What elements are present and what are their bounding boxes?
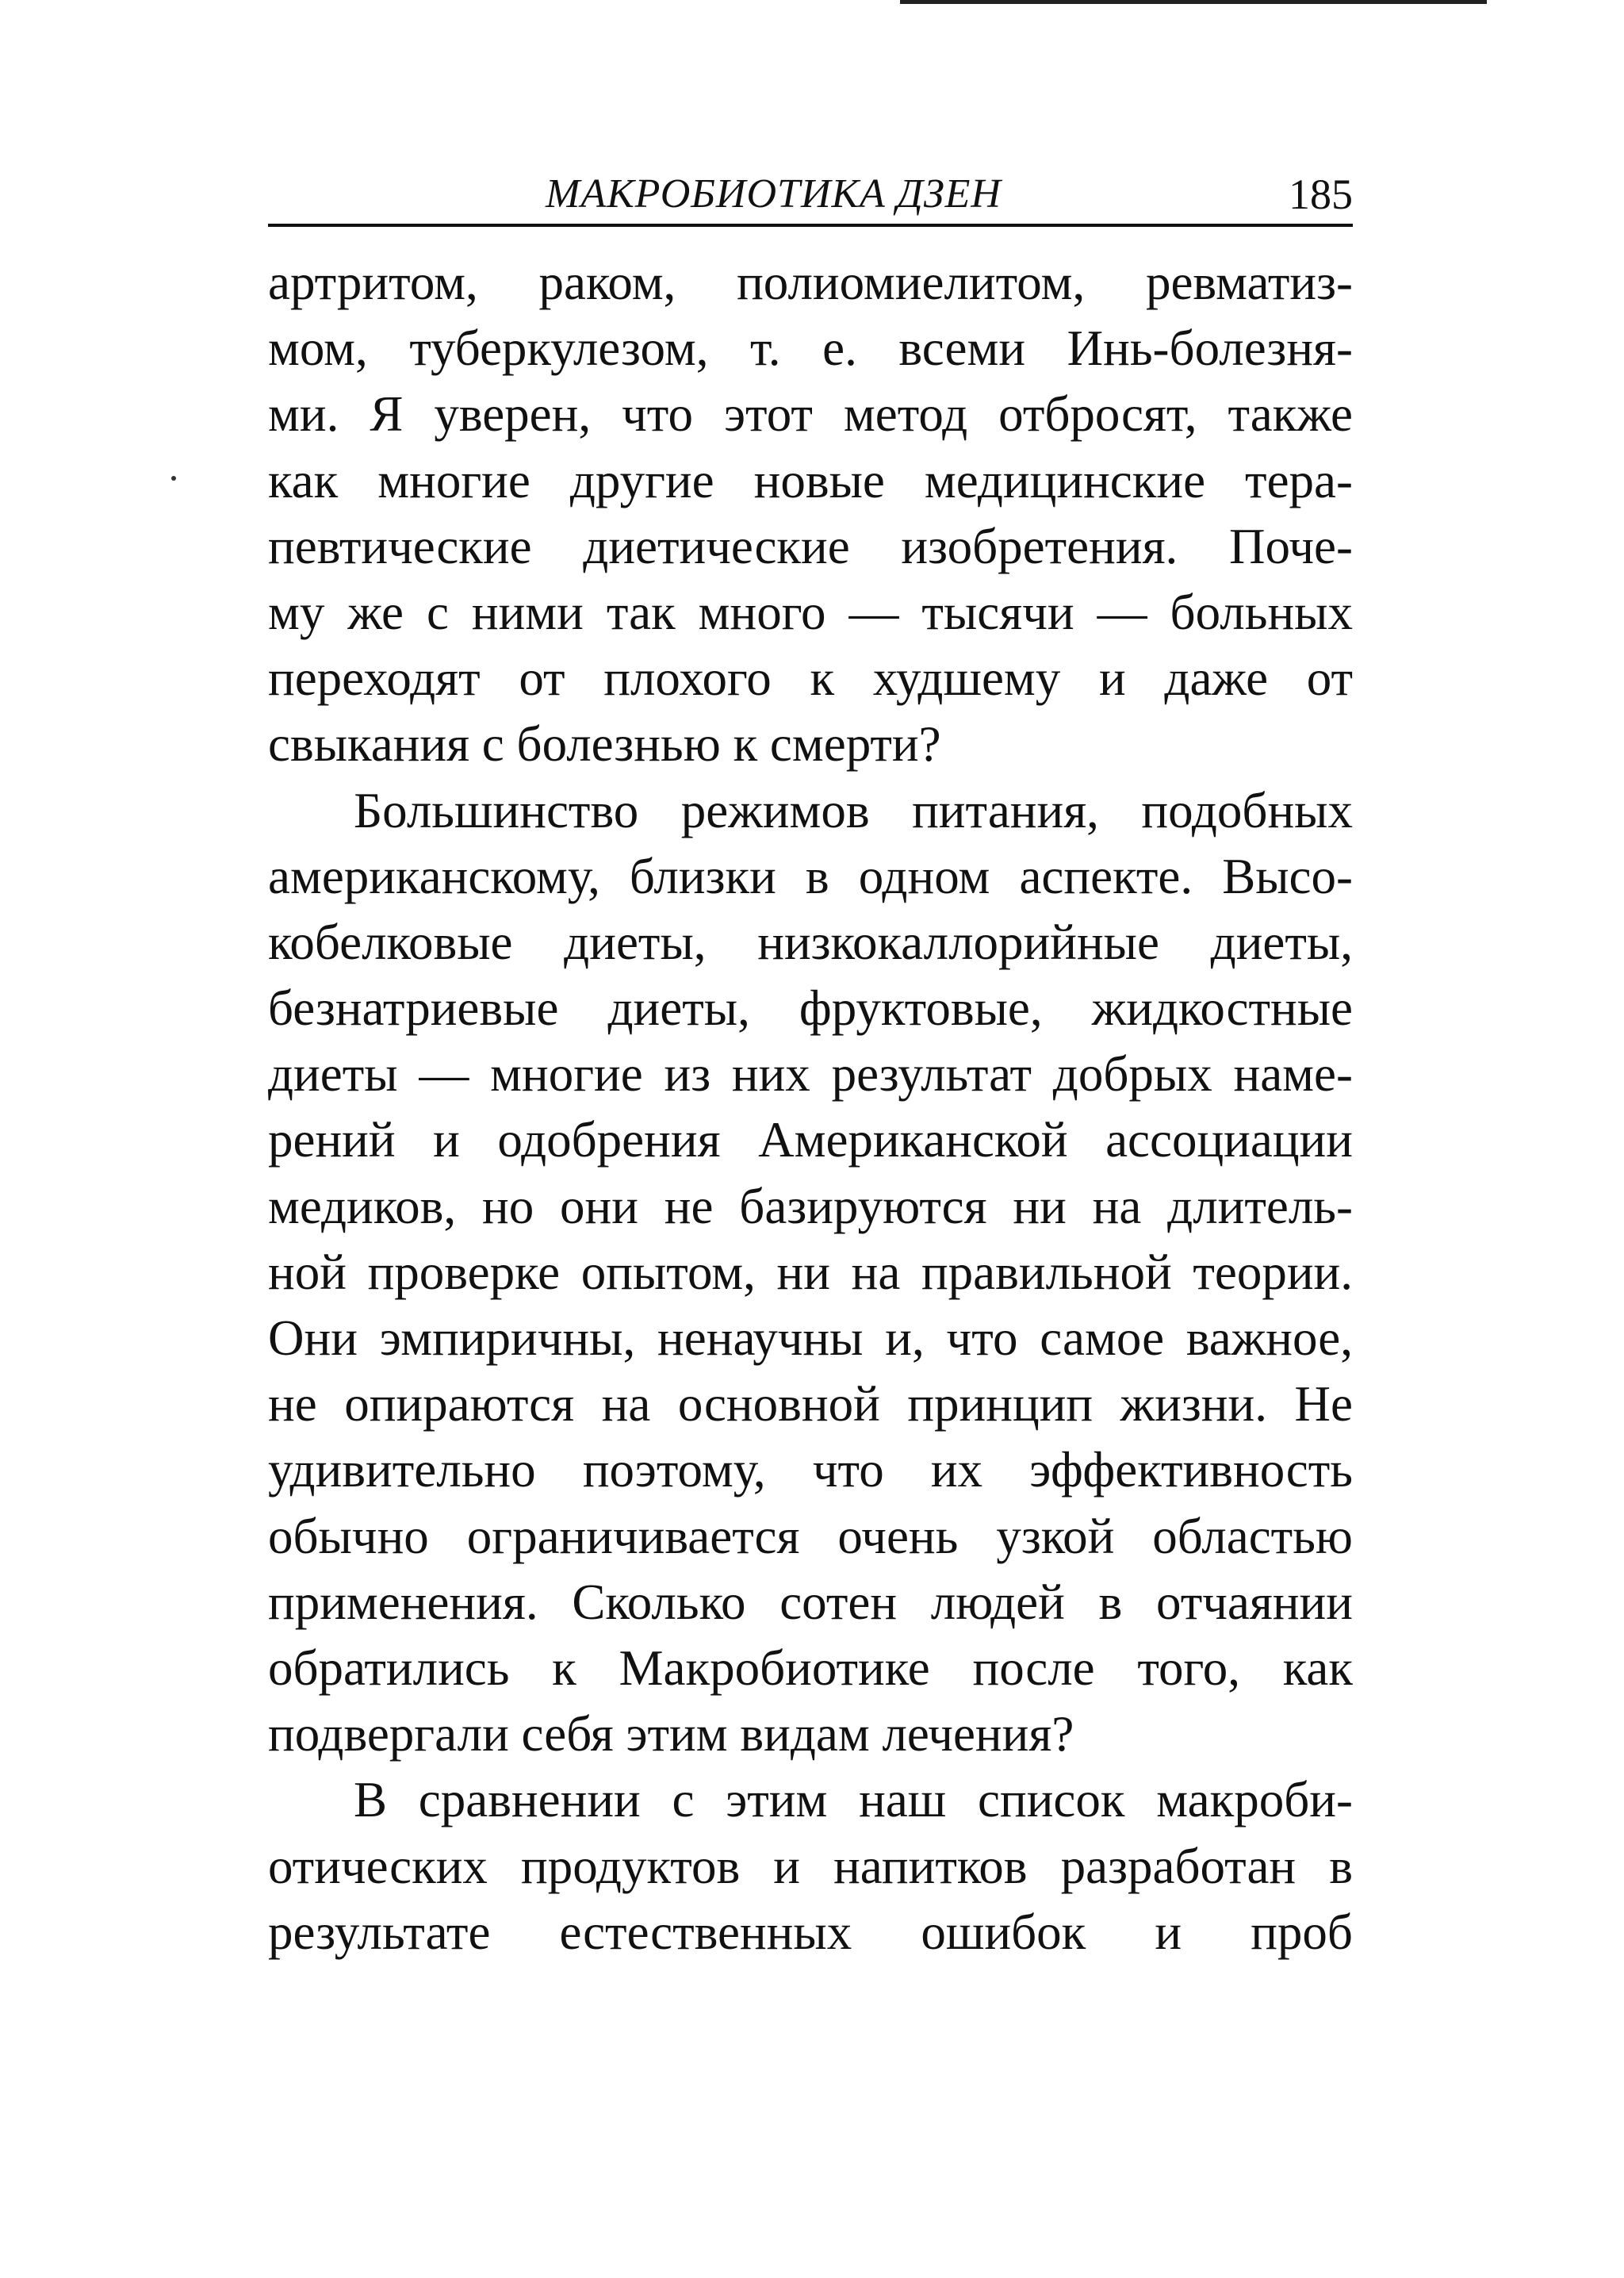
text-line: диеты — многие из них результат добрых наме- xyxy=(268,1046,1353,1103)
text-line: не опираются на основной принцип жизни. Не xyxy=(268,1376,1353,1432)
paragraph xyxy=(268,778,1353,1768)
text-line: подвергали себя этим видам лечения? xyxy=(268,1706,1074,1762)
text-line: Они эмпиричны, ненаучны и, что самое важное, xyxy=(268,1310,1353,1366)
text-line: удивительно поэтому, что их эффективность xyxy=(268,1442,1353,1498)
text-line: обратились к Макробиотике после того, как xyxy=(268,1639,1353,1696)
text-line: ми. Я уверен, что этот метод отбросят, также xyxy=(268,386,1353,443)
text-line: свыкания с болезнью к смерти? xyxy=(268,716,941,773)
paragraph xyxy=(268,250,1353,778)
text-line: мом, туберкулезом, т. е. всеми Инь-болезня- xyxy=(268,320,1353,377)
text-line: В сравнении с этим наш список макроби- xyxy=(354,1772,1353,1828)
running-header xyxy=(268,168,1353,224)
text-line: рений и одобрения Американской ассоциации xyxy=(268,1112,1353,1168)
text-line: ной проверке опытом, ни на правильной теории. xyxy=(268,1244,1353,1300)
text-line: отических продуктов и напитков разработан в xyxy=(268,1838,1353,1894)
scan-speck xyxy=(171,476,176,481)
text-line: как многие другие новые медицинские тера- xyxy=(268,452,1353,508)
text-line: переходят от плохого к худшему и даже от xyxy=(268,650,1353,707)
text-line: американскому, близки в одном аспекте. Высо- xyxy=(268,848,1353,904)
text-line: певтические диетические изобретения. Поче- xyxy=(268,518,1353,574)
body-text xyxy=(268,250,1353,1965)
paragraph xyxy=(268,1767,1353,1965)
text-line: му же с ними так много — тысячи — больных xyxy=(268,584,1353,640)
text-line: кобелковые диеты, низкокаллорийные диеты, xyxy=(268,914,1353,970)
header-rule xyxy=(268,224,1353,227)
text-line: артритом, раком, полиомиелитом, ревматиз- xyxy=(268,255,1353,310)
top-edge-rule xyxy=(900,0,1487,4)
page-number: 185 xyxy=(1289,171,1353,218)
text-line: применения. Сколько сотен людей в отчаянии xyxy=(268,1574,1353,1630)
text-line: результате естественных ошибок и проб xyxy=(268,1904,1353,1960)
running-title: МАКРОБИОТИКА ДЗЕН xyxy=(546,171,1002,217)
text-line: обычно ограничивается очень узкой областью xyxy=(268,1508,1353,1564)
text-line: Большинство режимов питания, подобных xyxy=(354,782,1353,838)
text-line: медиков, но они не базируются ни на длитель- xyxy=(268,1178,1353,1234)
text-line: безнатриевые диеты, фруктовые, жидкостные xyxy=(268,980,1353,1037)
